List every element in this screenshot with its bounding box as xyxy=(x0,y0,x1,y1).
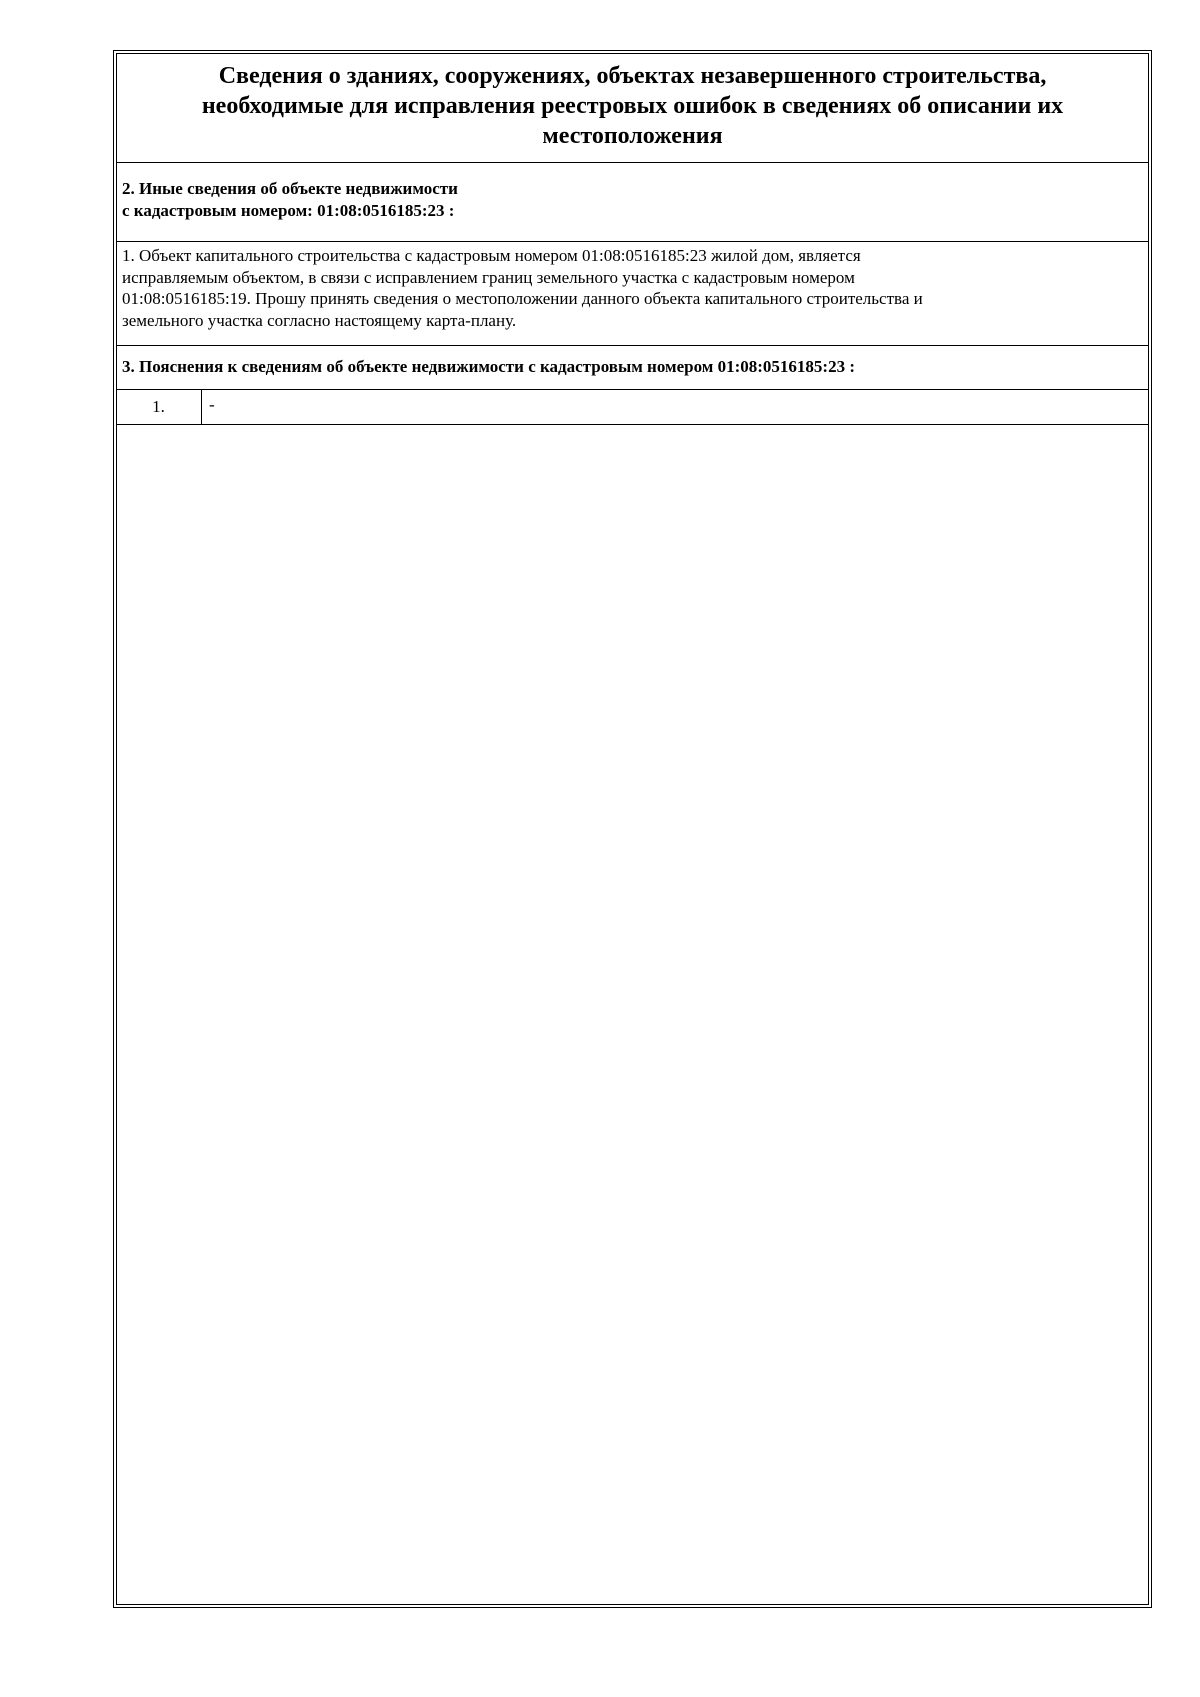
title-line-3: местоположения xyxy=(542,123,723,149)
section-2-heading xyxy=(116,163,1149,242)
section-3-heading-text: 3. Пояснения к сведениям об объекте недвижимости с кадастровым номером 01:08:0516185:23 : xyxy=(122,357,856,376)
section-2-text-line-3: 01:08:0516185:19. Прошу принять сведения о местоположении данного объекта капитального строительства и xyxy=(122,289,923,308)
section-2-heading-line-1: 2. Иные сведения об объекте недвижимости xyxy=(122,179,458,198)
title-line-1: Сведения о зданиях, сооружениях, объектах незавершенного строительства, xyxy=(218,63,1047,89)
row-number-cell: 1. xyxy=(116,390,202,424)
section-3-heading xyxy=(116,346,1149,390)
row-value-cell: - xyxy=(209,395,215,414)
section-2-text xyxy=(116,242,1149,346)
table-row xyxy=(116,390,1149,425)
section-2-text-line-1: 1. Объект капитального строительства с кадастровым номером 01:08:0516185:23 жилой дом, является xyxy=(122,246,861,265)
section-2-heading-line-2: с кадастровым номером: 01:08:0516185:23 : xyxy=(122,201,455,220)
section-2-text-line-4: земельного участка согласно настоящему карта-плану. xyxy=(122,310,517,330)
title-line-2: необходимые для исправления реестровых ошибок в сведениях об описании их xyxy=(201,93,1064,119)
section-2-text-line-2: исправляемым объектом, в связи с исправлением границ земельного участка с кадастровым номером xyxy=(122,267,855,287)
document-title xyxy=(116,53,1149,163)
